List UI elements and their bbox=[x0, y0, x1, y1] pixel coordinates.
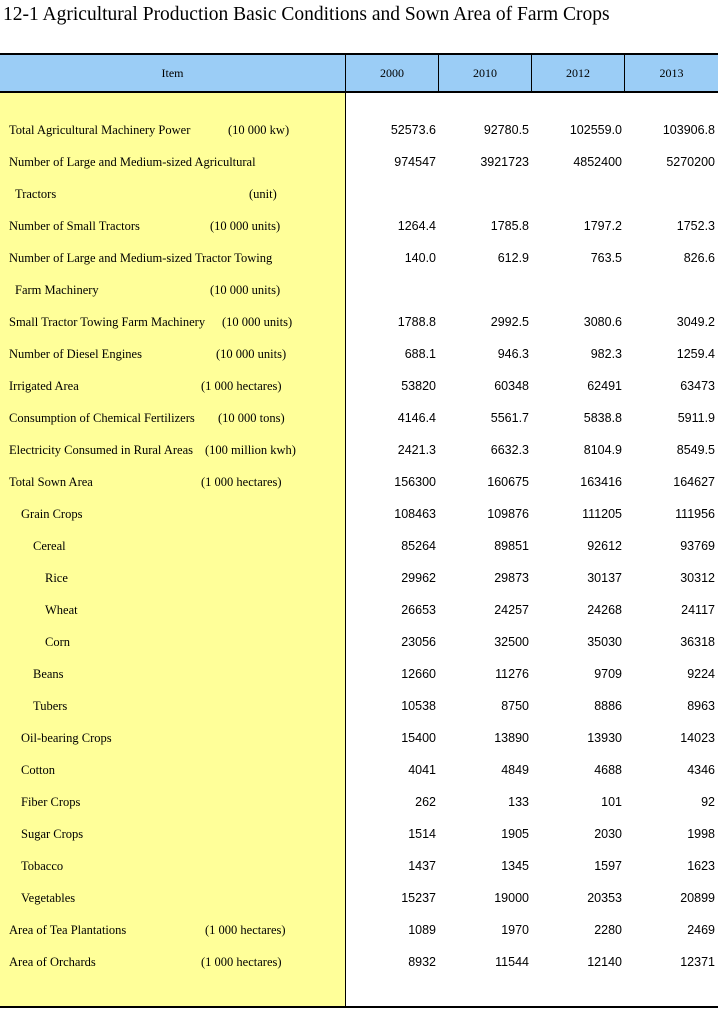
row-value-2000: 1788.8 bbox=[397, 315, 436, 329]
row-value-2012: 35030 bbox=[587, 635, 622, 649]
table-row bbox=[0, 185, 718, 217]
row-unit: (1 000 hectares) bbox=[201, 475, 282, 489]
row-value-2013: 103906.8 bbox=[662, 123, 715, 137]
row-value-2012: 13930 bbox=[587, 731, 622, 745]
row-value-2010: 19000 bbox=[494, 891, 529, 905]
row-value-2000: 52573.6 bbox=[390, 123, 436, 137]
row-value-2000: 29962 bbox=[401, 571, 436, 585]
row-value-2010: 2992.5 bbox=[490, 315, 529, 329]
row-value-2013: 92 bbox=[701, 795, 715, 809]
row-value-2010: 1345 bbox=[501, 859, 529, 873]
row-value-2000: 4146.4 bbox=[397, 411, 436, 425]
row-label: Electricity Consumed in Rural Areas bbox=[9, 443, 193, 457]
table-row bbox=[0, 697, 718, 729]
row-label: Corn bbox=[45, 635, 70, 649]
page-title: 12-1 Agricultural Production Basic Conditions and Sown Area of Farm Crops bbox=[3, 4, 610, 25]
table-row bbox=[0, 761, 718, 793]
row-label: Farm Machinery bbox=[15, 283, 99, 297]
row-value-2012: 2030 bbox=[594, 827, 622, 841]
row-value-2010: 29873 bbox=[494, 571, 529, 585]
row-value-2010: 11544 bbox=[495, 955, 529, 969]
row-value-2012: 92612 bbox=[587, 539, 622, 553]
row-label: Cotton bbox=[21, 763, 56, 777]
row-value-2000: 688.1 bbox=[404, 347, 436, 361]
row-value-2012: 3080.6 bbox=[583, 315, 622, 329]
row-value-2010: 6632.3 bbox=[490, 443, 529, 457]
row-value-2013: 1998 bbox=[687, 827, 715, 841]
row-value-2012: 8104.9 bbox=[583, 443, 622, 457]
table-row bbox=[0, 537, 718, 569]
row-value-2000: 1264.4 bbox=[397, 219, 436, 233]
bottom-rule bbox=[0, 1006, 718, 1008]
row-label: Cereal bbox=[33, 539, 66, 553]
row-value-2013: 1752.3 bbox=[676, 219, 715, 233]
row-value-2013: 4346 bbox=[687, 763, 715, 777]
table-row bbox=[0, 441, 718, 473]
row-value-2013: 14023 bbox=[680, 731, 715, 745]
row-value-2010: 1970 bbox=[501, 923, 529, 937]
row-unit: (unit) bbox=[249, 187, 277, 201]
row-value-2013: 1623 bbox=[687, 859, 715, 873]
row-value-2012: 1797.2 bbox=[583, 219, 622, 233]
table-header-row bbox=[0, 53, 718, 93]
row-unit: (10 000 units) bbox=[210, 283, 281, 297]
row-value-2010: 24257 bbox=[494, 603, 529, 617]
header-item: Item bbox=[0, 55, 346, 91]
row-value-2012: 2280 bbox=[594, 923, 622, 937]
row-value-2010: 8750 bbox=[501, 699, 529, 713]
row-label: Grain Crops bbox=[21, 507, 83, 521]
table-row bbox=[0, 313, 718, 345]
row-unit: (1 000 hectares) bbox=[201, 379, 282, 393]
row-label: Wheat bbox=[45, 603, 78, 617]
row-value-2000: 974547 bbox=[394, 155, 436, 169]
row-value-2010: 5561.7 bbox=[490, 411, 529, 425]
header-year-2013: 2013 bbox=[659, 66, 684, 80]
row-value-2010: 612.9 bbox=[497, 251, 529, 265]
table-row bbox=[0, 665, 718, 697]
row-label: Irrigated Area bbox=[9, 379, 79, 393]
row-value-2000: 1089 bbox=[408, 923, 436, 937]
row-label: Oil-bearing Crops bbox=[21, 731, 112, 745]
table-row bbox=[0, 345, 718, 377]
row-value-2012: 24268 bbox=[587, 603, 622, 617]
row-label: Area of Orchards bbox=[9, 955, 96, 969]
row-value-2013: 12371 bbox=[680, 955, 715, 969]
table-row bbox=[0, 601, 718, 633]
row-label: Number of Large and Medium-sized Agricultural bbox=[9, 155, 256, 169]
row-value-2012: 4688 bbox=[594, 763, 622, 777]
row-value-2013: 63473 bbox=[680, 379, 715, 393]
row-value-2000: 156300 bbox=[394, 475, 436, 489]
header-year-2000: 2000 bbox=[346, 55, 439, 91]
row-value-2012: 8886 bbox=[594, 699, 622, 713]
row-value-2013: 36318 bbox=[680, 635, 715, 649]
row-label: Tractors bbox=[15, 187, 57, 201]
row-value-2010: 11276 bbox=[495, 667, 529, 681]
row-value-2000: 140.0 bbox=[404, 251, 436, 265]
row-value-2013: 3049.2 bbox=[676, 315, 715, 329]
table-row bbox=[0, 921, 718, 953]
row-value-2013: 20899 bbox=[680, 891, 715, 905]
row-value-2010: 60348 bbox=[494, 379, 529, 393]
row-unit: (10 000 units) bbox=[210, 219, 281, 233]
row-label: Sugar Crops bbox=[21, 827, 84, 841]
row-value-2000: 10538 bbox=[401, 699, 436, 713]
row-value-2012: 20353 bbox=[587, 891, 622, 905]
table-row bbox=[0, 569, 718, 601]
table-row bbox=[0, 249, 718, 281]
row-value-2010: 4849 bbox=[501, 763, 529, 777]
row-value-2013: 2469 bbox=[687, 923, 715, 937]
row-value-2000: 15400 bbox=[401, 731, 436, 745]
row-value-2013: 9224 bbox=[687, 667, 715, 681]
row-unit: (1 000 hectares) bbox=[205, 923, 286, 937]
row-value-2012: 4852400 bbox=[573, 155, 622, 169]
row-label: Rice bbox=[45, 571, 68, 585]
row-value-2000: 12660 bbox=[401, 667, 436, 681]
row-value-2000: 1437 bbox=[408, 859, 436, 873]
table-row bbox=[0, 953, 718, 985]
table-row bbox=[0, 153, 718, 185]
row-value-2012: 1597 bbox=[594, 859, 622, 873]
table-row bbox=[0, 505, 718, 537]
row-value-2013: 826.6 bbox=[683, 251, 715, 265]
row-unit: (10 000 units) bbox=[222, 315, 293, 329]
row-value-2000: 53820 bbox=[401, 379, 436, 393]
row-label: Consumption of Chemical Fertilizers bbox=[9, 411, 195, 425]
row-value-2012: 101 bbox=[601, 795, 622, 809]
row-value-2012: 111205 bbox=[582, 507, 622, 521]
row-value-2000: 1514 bbox=[408, 827, 436, 841]
row-value-2000: 23056 bbox=[401, 635, 436, 649]
table-row bbox=[0, 377, 718, 409]
row-value-2010: 32500 bbox=[494, 635, 529, 649]
row-value-2013: 30312 bbox=[680, 571, 715, 585]
row-value-2012: 62491 bbox=[587, 379, 622, 393]
row-label: Beans bbox=[33, 667, 64, 681]
row-value-2013: 5911.9 bbox=[677, 411, 715, 425]
table-row bbox=[0, 121, 718, 153]
row-label: Vegetables bbox=[21, 891, 76, 905]
row-value-2010: 89851 bbox=[494, 539, 529, 553]
row-value-2013: 164627 bbox=[673, 475, 715, 489]
row-value-2010: 946.3 bbox=[497, 347, 529, 361]
table-row bbox=[0, 473, 718, 505]
row-value-2012: 102559.0 bbox=[569, 123, 622, 137]
data-table bbox=[0, 53, 718, 1008]
table-row bbox=[0, 729, 718, 761]
table-row bbox=[0, 793, 718, 825]
row-label: Tubers bbox=[33, 699, 68, 713]
row-label: Small Tractor Towing Farm Machinery bbox=[9, 315, 206, 329]
table-row bbox=[0, 857, 718, 889]
row-value-2013: 93769 bbox=[680, 539, 715, 553]
row-value-2013: 111956 bbox=[675, 507, 715, 521]
row-label: Total Sown Area bbox=[9, 475, 93, 489]
row-unit: (10 000 kw) bbox=[228, 123, 290, 137]
row-unit: (100 million kwh) bbox=[205, 443, 296, 457]
header-year-2010: 2010 bbox=[439, 55, 532, 91]
row-value-2013: 5270200 bbox=[666, 155, 715, 169]
row-value-2010: 133 bbox=[508, 795, 529, 809]
table-row bbox=[0, 281, 718, 313]
table-row bbox=[0, 825, 718, 857]
row-value-2010: 3921723 bbox=[480, 155, 529, 169]
table-row bbox=[0, 889, 718, 921]
row-value-2000: 108463 bbox=[394, 507, 436, 521]
row-value-2012: 30137 bbox=[587, 571, 622, 585]
row-value-2010: 1905 bbox=[501, 827, 529, 841]
row-value-2010: 92780.5 bbox=[483, 123, 529, 137]
row-value-2013: 24117 bbox=[681, 603, 715, 617]
row-value-2012: 5838.8 bbox=[583, 411, 622, 425]
table-row bbox=[0, 217, 718, 249]
row-label: Total Agricultural Machinery Power bbox=[9, 123, 191, 137]
table-row bbox=[0, 633, 718, 665]
row-value-2013: 8963 bbox=[687, 699, 715, 713]
row-value-2000: 262 bbox=[415, 795, 436, 809]
row-value-2000: 15237 bbox=[401, 891, 436, 905]
row-label: Tobacco bbox=[21, 859, 64, 873]
row-value-2010: 160675 bbox=[487, 475, 529, 489]
row-unit: (1 000 hectares) bbox=[201, 955, 282, 969]
row-label: Number of Small Tractors bbox=[9, 219, 140, 233]
row-value-2013: 1259.4 bbox=[676, 347, 715, 361]
row-value-2000: 26653 bbox=[401, 603, 436, 617]
row-label: Fiber Crops bbox=[21, 795, 81, 809]
row-value-2010: 13890 bbox=[494, 731, 529, 745]
row-value-2000: 2421.3 bbox=[397, 443, 436, 457]
row-unit: (10 000 units) bbox=[216, 347, 287, 361]
row-value-2000: 85264 bbox=[401, 539, 436, 553]
row-value-2010: 1785.8 bbox=[490, 219, 529, 233]
row-value-2012: 763.5 bbox=[590, 251, 622, 265]
table-row bbox=[0, 409, 718, 441]
row-value-2012: 982.3 bbox=[590, 347, 622, 361]
row-unit: (10 000 tons) bbox=[218, 411, 285, 425]
row-value-2010: 109876 bbox=[487, 507, 529, 521]
row-value-2013: 8549.5 bbox=[676, 443, 715, 457]
row-label: Area of Tea Plantations bbox=[9, 923, 127, 937]
row-value-2000: 4041 bbox=[408, 763, 436, 777]
row-label: Number of Diesel Engines bbox=[9, 347, 142, 361]
row-label: Number of Large and Medium-sized Tractor Towing bbox=[9, 251, 273, 265]
row-value-2000: 8932 bbox=[408, 955, 436, 969]
row-value-2012: 12140 bbox=[587, 955, 622, 969]
header-year-2012: 2012 bbox=[532, 55, 625, 91]
row-value-2012: 163416 bbox=[580, 475, 622, 489]
row-value-2012: 9709 bbox=[594, 667, 622, 681]
